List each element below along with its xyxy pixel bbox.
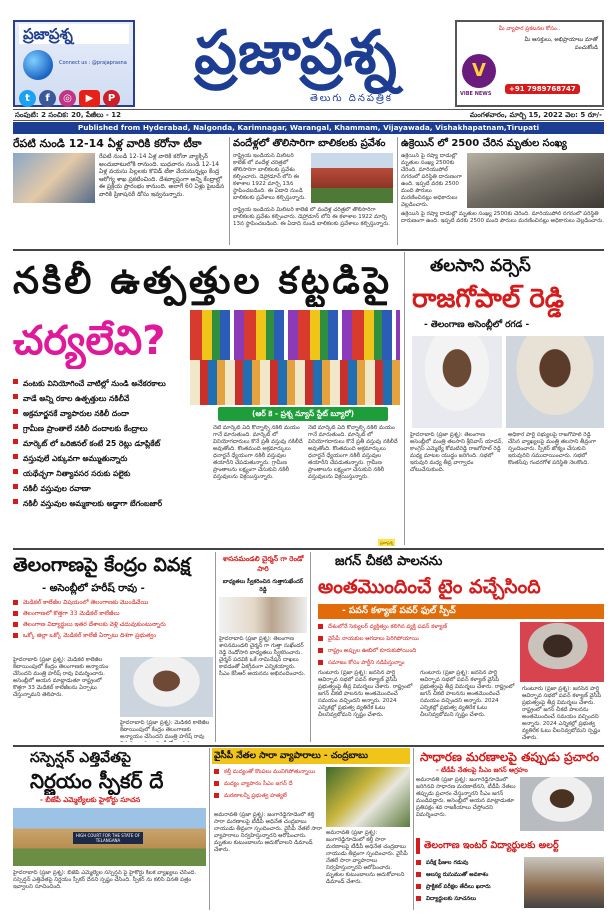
facebook-icon[interactable]: f <box>39 90 56 107</box>
small-logo-text: ప్రజాప్రశ్న <box>19 24 129 44</box>
lead-bullet: నకిలీ వస్తువుల రవాణా <box>13 482 213 495</box>
chandrababu-photo <box>326 767 410 827</box>
ukraine-photo <box>467 153 604 208</box>
center-body: హైదరాబాద్ (ప్రజా ప్రశ్న): మెడికల్ కాలేజీల కేటాయింపులో కేంద్రం తెలంగాణకు అన్యాయం చేసిందని మంత్రి హరీష్ రావు విమర్శించారు. అసెంబ్లీలో ఆయన మాట్లాడుతూ రాష్ట్రంలో కొత్తగా 33 మెడికల్ కాలేజీలను ఏర్పాటు చేస్తున్నామని తెలిపారు. <box>13 657 109 698</box>
top-story-1 <box>13 137 226 247</box>
watermark-badge: ప్రజాప్రశ్న <box>380 540 394 545</box>
small-logo-sub: Connect us : @prajaprasna <box>59 60 127 66</box>
lead-bullets <box>13 377 213 552</box>
top-story-3-body: ఉక్రెయిన్ పై రష్యా దాడుల్లో మృతుల సంఖ్య 2500కు చేరింది. మారియుపోల్ నగరంలో పరిస్థితి దారుణంగా ఉంది. ఇప్పటి వరకు 2500 మంది పౌరులు మరణించినట్లు అధికారులు వెల్లడించారు. <box>401 153 462 208</box>
top-story-2-headline: వందేళ్లలో తొలిసారిగా బాలికలకు ప్రవేశం <box>233 138 386 149</box>
chandrababu-body-col2: అమరావతి (ప్రజా ప్రశ్న): జంగారెడ్డిగూడెంలో కల్తీ సారా మరణాలపై టీడీపీ అధినేత చంద్రబాబు నాయుడు తీవ్రంగా స్పందించారు. వైసీపీ నేతలే సారా వ్యాపారాలు నిర్వహిస్తున్నారని ఆరోపించారు. మృతుల కుటుంబాలను ఆదుకోవాలని డిమాండ్ చేశారు. <box>326 830 408 885</box>
pinterest-icon[interactable]: P <box>103 90 120 107</box>
talasani-kicker: - తెలంగాణ అసెంబ్లీలో రగడ - <box>424 320 530 330</box>
pawan-headline-small: జగన్ చీకటి పాలనను <box>335 554 443 569</box>
side-body: హైదరాబాద్ (ప్రజా ప్రశ్న): తెలంగాణ శాసనమండలి చైర్మన్ గా గుత్తా సుఖేందర్ రెడ్డి రెండోసారి బాధ్యతలు స్వీకరించారు. చైర్మన్ పదవికి ఒకే నామినేషన్ దాఖలు కావడంతో ఏకగ్రీవంగా ఎన్నికయ్యారు. సీఎం కేసీఆర్ ఆయనను అభినందించారు. <box>219 636 306 677</box>
lead-body: నేటి మార్కెట్ ఏది కొన్నాల్సి నకిలీ మయం గానే మారుతుంది. మార్కెట్ లో వినియోగదారులు కొనే ప్రతీ వస్తువు నకిలీదే అవుతోంది. కొంతమంది అక్రమార్కులు ధనార్జనే ధ్యేయంగా నకిలీ వస్తువుల తయారీని చేపడుతున్నారు. గ్రామీణ ప్రాంతాలను లక్ష్యంగా చేసుకుని నకిలీ వస్తువులను విక్రయిస్తున్నారు. <box>213 425 303 480</box>
ad-brand: VIBE NEWS <box>460 91 492 97</box>
ad-box <box>455 20 604 107</box>
center-bullet: తెలంగాణలో కొత్తగా 33 మెడికల్ కాలేజీలు <box>13 609 213 618</box>
deaths-body: అమరావతి (ప్రజా ప్రశ్న): జంగారెడ్డిగూడెంలో జరిగినవి సాధారణ మరణాలేనని, టీడీపీ నేతలు తప్పుడు ప్రచారం చేస్తున్నారని సీఎం జగన్ మండిపడ్డారు. అసెంబ్లీలో ఆయన మాట్లాడుతూ ప్రతిపక్షం శవ రాజకీయాలు చేస్తోందని విమర్శించారు. <box>416 777 516 818</box>
speaker-headline-big: నిర్ణయం స్పీకర్ దే <box>30 769 164 793</box>
military-college-photo <box>311 153 393 203</box>
lead-bullet: వంటకు వినియోగించే వాటిల్లో నుండి అనేకరకాలు <box>13 377 213 390</box>
center-bullet: తెలంగాణ విద్యార్థులు ఇతర దేశాలకు వెళ్లి చదువుకుంటున్నారు <box>13 620 213 629</box>
globe-icon <box>23 50 53 80</box>
top-story-3 <box>401 137 604 247</box>
talasani-photo <box>412 336 502 428</box>
pawan-photo <box>520 622 604 682</box>
pawan-kicker: - పవన్ కళ్యాణ్ పవర్ ఫుల్ స్పీచ్ <box>318 604 604 619</box>
dateline-right: మంగళవారం, మార్చి 15, 2022 వెల: 5 రూ/- <box>469 111 602 119</box>
dateline-bar <box>13 109 604 121</box>
center-body-cont: హైదరాబాద్ (ప్రజా ప్రశ్న): మెడికల్ కాలేజీల కేటాయింపులో కేంద్రం తెలంగాణకు అన్యాయం చేసిందని మంత్రి హరీష్ రావు <box>120 720 210 740</box>
editions-bar: Published from Hyderabad, Nalgonda, Karimnagar, Warangal, Khammam, Vijayawada, Vishakhapatnam,Tirupati <box>13 122 604 134</box>
pawan-bullet: వైసీపీ నాయకుల ఆగడాలు పెరిగిపోయాయి <box>318 634 518 644</box>
side-kicker: శాసనమండలి చైర్మన్ గా రెండో సారి <box>222 555 304 573</box>
top-story-2 <box>233 137 393 247</box>
lead-bullet: గ్రామీణ ప్రాంతాలే నకిలీ దందాలకు కేంద్రాలు <box>13 422 213 435</box>
rajagopal-photo <box>506 336 604 428</box>
pawan-bullets <box>318 622 518 666</box>
inter-bullet: పరీక్ష ఫీజుల గడువు <box>416 858 522 868</box>
pawan-headline-big: అంతమొందించే టైం వచ్చేసింది <box>318 576 541 598</box>
inter-bullet: విద్యార్థులకు సూచనలు <box>416 894 522 904</box>
inter-bullets <box>416 858 522 908</box>
talasani-headline-big: రాజగోపాల్ రెడ్డి <box>412 284 564 314</box>
side-sub: బాధ్యతలు స్వీకరించిన గుత్తాసుఖేందర్ రెడ్డి <box>222 579 304 593</box>
top-story-1-body: రేపటి నుండి 12-14 ఏళ్ల వారికి కరోనా వ్యాక్సిన్ అందుబాటులోకి రానుంది. బుధవారం నుండి 12-14 ఏళ్ల వయసు పిల్లలకు కొవిడ్ టీకా వేయనున్నట్లు కేంద్ర ఆరోగ్య శాఖ ప్రకటించింది. దేశవ్యాప్తంగా అన్ని కేంద్రాల్లో ఈ ప్రక్రియ ప్రారంభం కానుంది. అలాగే 60 ఏళ్లు పైబడిన వారికి ప్రికాషనరీ డోసు ఇవ్వనున్నారు. <box>99 153 225 198</box>
chandrababu-headline: వైసీపీ నేతల సారా వ్యాపారాలు - చంద్రబాబు <box>212 748 410 764</box>
fake-products-photo-shelf <box>190 360 400 405</box>
deaths-kicker: - టీడీపీ నేతలపై సీఎం జగన్ ఆగ్రహం <box>436 766 528 774</box>
center-bullet: మెడికల్ కాలేజీల విషయంలో తెలంగాణకు మొండిచేయి <box>13 598 213 607</box>
talasani-body-left: హైదరాబాద్ (ప్రజా ప్రశ్న): తెలంగాణ అసెంబ్లీలో మంత్రి తలసాని శ్రీనివాస్ యాదవ్, కాంగ్రెస్ ఎమ్మెల్యే కోమటిరెడ్డి రాజగోపాల్ రెడ్డి మధ్య మాటల యుద్ధం జరిగింది. సభలో ఇరువురి మధ్య తీవ్ర వాగ్వాదం చోటుచేసుకుంది. <box>410 432 504 473</box>
high-court-sign: HIGH COURT FOR THE STATE OF TELANGANA <box>73 832 143 844</box>
masthead-subtitle: తెలుగు దినపత్రిక <box>310 93 394 104</box>
chandrababu-bullets <box>214 767 324 811</box>
chandrababu-bullet: మద్యం వ్యాపారం సీఎం జగన్ దే <box>214 779 324 789</box>
talasani-body-right: అధికార పార్టీ సభ్యులపై రాజగోపాల్ రెడ్డి చేసిన వ్యాఖ్యలపై మంత్రి తలసాని తీవ్రంగా స్పందించారు. స్పీకర్ జోక్యం చేసుకుని ఇరువురిని సముదాయించారు. సభలో కొంతసేపు గందరగోళ పరిస్థితి నెలకొంది. <box>508 432 597 466</box>
lead-bullet: యథేచ్ఛగా నిత్యావసర సరుకు పలైకు <box>13 467 213 480</box>
top-story-3-body-cont: ఉక్రెయిన్ పై రష్యా దాడుల్లో మృతుల సంఖ్య 2500కు చేరింది. మారియుపోల్ నగరంలో పరిస్థితి దారుణంగా ఉంది. ఇప్పటి వరకు 2500 మంది పౌరులు మరణించినట్లు అధికారులు వెల్లడించారు. <box>401 211 604 224</box>
speaker-body: హైదరాబాద్ (ప్రజా ప్రశ్న): బీజేపీ ఎమ్మెల్యేల సస్పెన్షన్ పై హైకోర్టు కీలక వ్యాఖ్యలు చేసింది. సస్పెన్షన్ ఎత్తివేతపై నిర్ణయం స్పీకర్ దేనని స్పష్టం చేసింది. స్పీకర్ ను కలిసి వినతి పత్రం ఇవ్వాలని సూచించింది. <box>13 870 197 890</box>
jagan-photo <box>520 777 604 831</box>
talasani-headline-small: తలసాని వర్సెస్ <box>430 256 531 276</box>
twitter-icon[interactable]: t <box>19 90 36 107</box>
dateline-left: సంపుటి: 2 సంచిక: 20, పేజీలు - 12 <box>15 111 121 119</box>
vaccine-photo <box>13 153 95 203</box>
chandrababu-body: అమరావతి (ప్రజా ప్రశ్న): జంగారెడ్డిగూడెంలో కల్తీ సారా మరణాలపై టీడీపీ అధినేత చంద్రబాబు నాయుడు తీవ్రంగా స్పందించారు. వైసీపీ నేతలే సారా వ్యాపారాలు నిర్వహిస్తున్నారని ఆరోపించారు. మృతుల కుటుంబాలను ఆదుకోవాలని డిమాండ్ చేశారు. <box>214 812 323 853</box>
pawan-body-col2: గుంటూరు (ప్రజా ప్రశ్న): జనసేన పార్టీ ఆవిర్భావ సభలో పవన్ కళ్యాణ్ వైసీపీ ప్రభుత్వంపై తీవ్ర విమర్శలు చేశారు. రాష్ట్రంలో జగన్ చీకటి పాలనను అంతమొందించే సమయం వచ్చిందని అన్నారు. 2024 ఎన్నికల్లో ప్రభుత్వ వ్యతిరేక ఓటు చీలనివ్వబోమని స్పష్టం చేశారు. <box>420 670 515 718</box>
center-kicker: - అసెంబ్లీలో హరీష్ రావు - <box>42 583 145 594</box>
vibe-logo-icon: V <box>462 54 496 88</box>
top-story-1-headline: రేపటి నుండి 12-14 ఏళ్ల వారికి కరోనా టీకా <box>13 137 202 150</box>
lead-bullet: వాడే అన్ని రకాల ఉత్పత్తులు నకిలీవే <box>13 392 213 405</box>
ad-line2: మీ ఆసక్తులు, అభిప్రాయాలు మాతో పంచుకోండి <box>524 37 598 51</box>
inter-bullet: ప్రాక్టికల్ పరీక్షల తేదీలు ఖరారు <box>416 882 522 892</box>
pawan-bullet: సమాజం కోసం పార్టీని నడిపిస్తున్నాం <box>318 658 518 666</box>
center-bullet: ఒక్కో జిల్లా ఒక్కో మెడికల్ కాలేజీ ఏర్పాటు దిశగా ప్రభుత్వం <box>13 631 213 640</box>
pawan-body: గుంటూరు (ప్రజా ప్రశ్న): జనసేన పార్టీ ఆవిర్భావ సభలో పవన్ కళ్యాణ్ వైసీపీ ప్రభుత్వంపై తీవ్ర విమర్శలు చేశారు. రాష్ట్రంలో జగన్ చీకటి పాలనను అంతమొందించే సమయం వచ్చిందని అన్నారు. 2024 ఎన్నికల్లో ప్రభుత్వ వ్యతిరేక ఓటు చీలనివ్వబోమని స్పష్టం చేశారు. <box>318 670 413 718</box>
lead-bullet: అక్రమార్జనకే వ్యాపారుల నకిలీ దందా <box>13 407 213 420</box>
youtube-icon[interactable]: ▶ <box>79 90 100 107</box>
lead-bullet: వస్తువులే ఎక్కువగా అమ్ముతున్నారు <box>13 452 213 465</box>
chandrababu-bullet: మరణాలన్నీ ప్రభుత్వ హత్యలే <box>214 791 324 801</box>
lead-bullet: మార్కెట్ లో ఒరిజినల్ కంటే 25 రెట్లు డూప్లికేట్ <box>13 437 213 450</box>
center-bullets <box>13 598 213 654</box>
lead-headline-top: నకిలీ ఉత్పత్తుల కట్టడిపై <box>13 259 393 302</box>
pawan-body-col3: గుంటూరు (ప్రజా ప్రశ్న): జనసేన పార్టీ ఆవిర్భావ సభలో పవన్ కళ్యాణ్ వైసీపీ ప్రభుత్వంపై తీవ్ర విమర్శలు చేశారు. రాష్ట్రంలో జగన్ చీకటి పాలనను అంతమొందించే సమయం వచ్చిందని అన్నారు. 2024 ఎన్నికల్లో ప్రభుత్వ వ్యతిరేక ఓటు చీలనివ్వబోమని స్పష్టం చేశారు. <box>522 686 602 741</box>
deaths-headline: సాధారణ మరణాలపై తప్పుడు ప్రచారం <box>420 750 600 764</box>
top-story-3-headline: ఉక్రెయిన్ లో 2500 చేరిన మృతుల సంఖ్య <box>401 138 567 149</box>
speaker-headline-small: సస్పెన్షన్ ఎత్తివేతపై <box>30 750 131 766</box>
pawan-bullet: దేశంలోనే సెక్యులర్ వ్యక్తిత్వం కలిగిన వ్యక్తి పవన్ కళ్యాణ్ <box>318 622 518 632</box>
lead-headline-bottom: చర్యలేవి? <box>13 318 166 364</box>
lead-bullet: నకిలీ వస్తువుల అమ్మకాలకు అడ్డాగా బేగంబజార్ <box>13 497 213 510</box>
ad-phone[interactable]: +91 7989768747 <box>505 84 580 94</box>
high-court-photo <box>13 808 206 866</box>
inter-headline: తెలంగాణ ఇంటర్ విద్యార్థులకు అలర్ట్ <box>416 838 604 854</box>
masthead-title: ప్రజాప్రశ్న <box>194 18 398 88</box>
instagram-icon[interactable]: ◎ <box>59 90 76 107</box>
students-photo <box>524 857 604 908</box>
speaker-kicker: - బీజేపీ ఎమ్మెల్యేలకు హైకోర్టు సూచన <box>40 796 141 804</box>
ad-tagline: మీ వ్యాపార ప్రకటనల కోసం.. <box>498 26 561 32</box>
small-logo-box <box>13 20 135 107</box>
pawan-bullet: రాష్ట్రం అప్పుల ఊబిలో కూరుకుపోయింది <box>318 646 518 656</box>
lead-byline: (ఆర్ కె - ప్రశ్న న్యూస్ స్టేట్ బ్యూరో) <box>218 407 388 421</box>
lead-body-col2: నేటి మార్కెట్ ఏది కొన్నాల్సి నకిలీ మయం గానే మారుతుంది. మార్కెట్ లో వినియోగదారులు కొనే ప్రతీ వస్తువు నకిలీదే అవుతోంది. కొంతమంది అక్రమార్కులు ధనార్జనే ధ్యేయంగా నకిలీ వస్తువుల తయారీని చేపడుతున్నారు. గ్రామీణ ప్రాంతాలను లక్ష్యంగా చేసుకుని నకిలీ వస్తువులను విక్రయిస్తున్నారు. <box>308 425 398 480</box>
top-story-2-body: రాష్ట్రీయ ఇండియన్ మిలిటరీ కాలేజ్ లో వందేళ్ల చరిత్రలో తొలిసారిగా బాలికలకు ప్రవేశం కల్పించారు. డెహ్రాడూన్ లోని ఈ కళాశాల 1922 మార్చి 13న స్థాపించబడింది. ఈ ఏడాది నుండి బాలికలకు ప్రవేశాలు కల్పిస్తున్నారు. <box>233 153 306 201</box>
harish-rao-photo <box>120 657 213 717</box>
chandrababu-bullet: కల్తీ మద్యంతో కొంపలు మునిగిపోతున్నాయి <box>214 767 324 777</box>
top-story-2-body-cont: రాష్ట్రీయ ఇండియన్ మిలిటరీ కాలేజ్ లో వందేళ్ల చరిత్రలో తొలిసారిగా బాలికలకు ప్రవేశం కల్పించారు. డెహ్రాడూన్ లోని ఈ కళాశాల 1922 మార్చి 13న స్థాపించబడింది. ఈ ఏడాది నుండి బాలికలకు ప్రవేశాలు కల్పిస్తున్నారు. <box>233 207 390 227</box>
inter-bullet: ఆలస్య రుసుముతో అవకాశం <box>416 870 522 880</box>
center-headline: తెలంగాణపై కేంద్రం వివక్ష <box>13 554 191 576</box>
gutta-photo <box>219 597 307 633</box>
